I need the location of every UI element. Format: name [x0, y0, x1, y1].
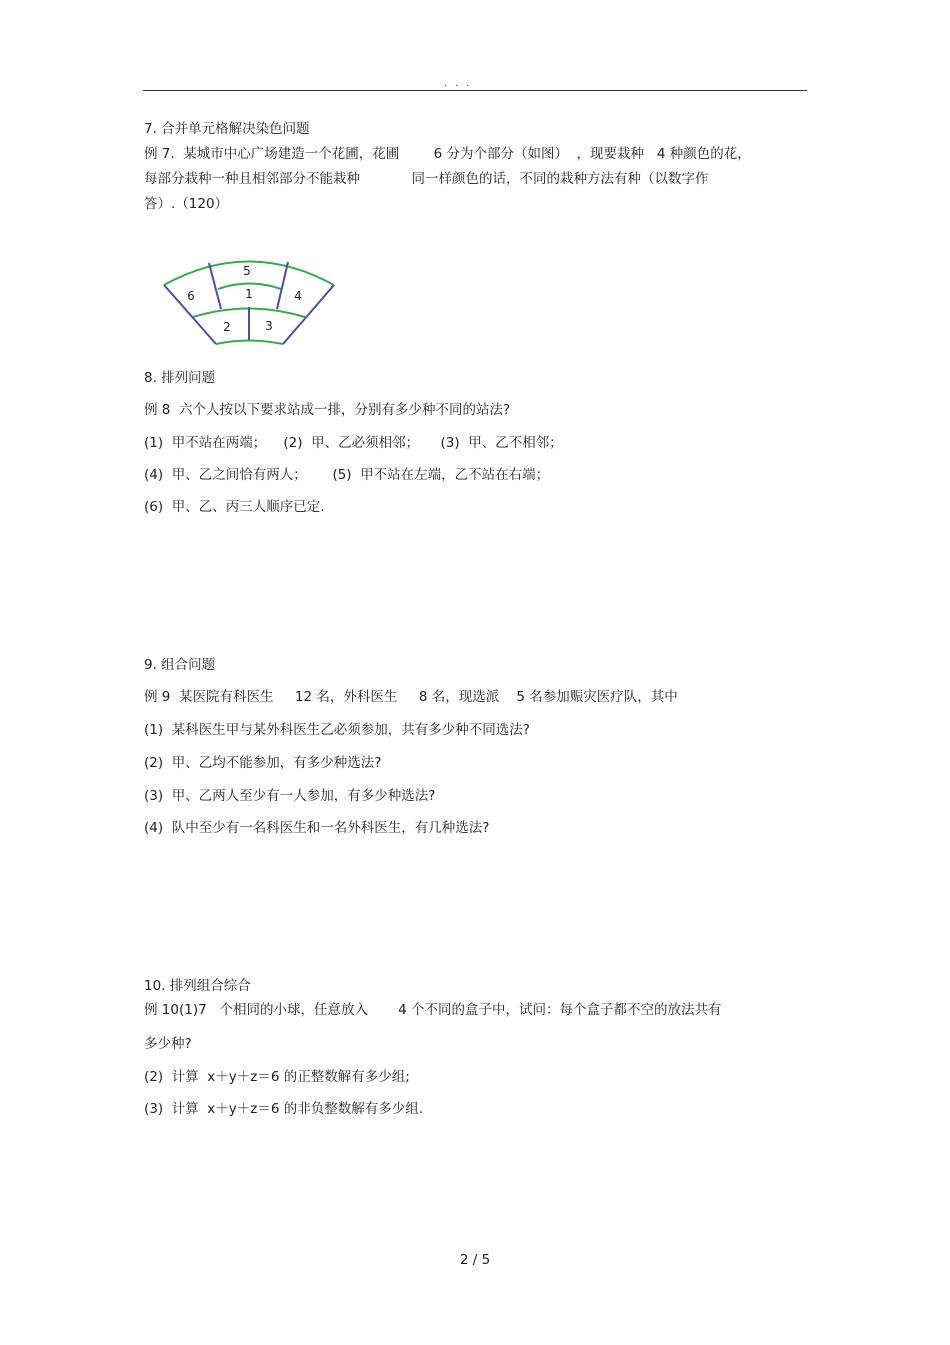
region-label-1: 1 [245, 287, 253, 301]
divider-5-6 [209, 263, 221, 309]
right-edge [283, 285, 334, 344]
section10-line-4: (3) 计算 x＋y＋z＝6 的非负整数解有多少组. [144, 1101, 424, 1117]
section9-line-2: (1) 某科医生甲与某外科医生乙必须参加，共有多少种不同选法? [144, 722, 530, 738]
section7-line-3: 答）.（120） [144, 196, 229, 212]
flower-bed-figure [155, 250, 345, 350]
inner-arc-lower [216, 341, 283, 345]
region-label-2: 2 [223, 320, 231, 334]
section8-line-1: 例 8 六个人按以下要求站成一排，分别有多少种不同的站法? [144, 402, 511, 418]
section8-line-4: (6) 甲、乙、丙三人顺序已定. [144, 499, 325, 515]
section9-line-4: (3) 甲、乙两人至少有一人参加，有多少种选法? [144, 788, 436, 804]
section10-line-2: 多少种? [144, 1036, 192, 1052]
section9-line-3: (2) 甲、乙均不能参加，有多少种选法? [144, 755, 382, 771]
divider-5-4 [277, 262, 288, 309]
header-rule [143, 90, 807, 91]
header-dots: . . . [444, 76, 472, 89]
section8-line-3: (4) 甲、乙之间恰有两人； (5) 甲不站在左端，乙不站在右端； [144, 467, 550, 483]
section10-line-3: (2) 计算 x＋y＋z＝6 的正整数解有多少组; [144, 1069, 410, 1085]
section7-line-2: 每部分栽种一种且相邻部分不能栽种 同一样颜色的话，不同的栽种方法有种（以数字作 [144, 171, 709, 187]
section7-line-1: 例 7. 某城市中心广场建造一个花圃，花圃 6 分为个部分（如图） ，现要栽种 4 种颜色的花， [144, 146, 751, 162]
section10-title: 10. 排列组合综合 [144, 978, 251, 994]
region-label-6: 6 [187, 289, 195, 303]
region-label-4: 4 [294, 289, 302, 303]
region-label-5: 5 [243, 264, 251, 278]
section8-title: 8. 排列问题 [144, 370, 216, 386]
section8-line-2: (1) 甲不站在两端； (2) 甲、乙必须相邻； (3) 甲、乙不相邻； [144, 435, 563, 451]
region-label-3: 3 [265, 319, 273, 333]
section9-title: 9. 组合问题 [144, 657, 216, 673]
page-number: 2 / 5 [459, 1252, 491, 1268]
section7-title: 7. 合并单元格解决染色问题 [144, 121, 310, 137]
section9-line-1: 例 9 某医院有科医生 12 名，外科医生 8 名，现选派 5 名参加赈灾医疗队，其中 [144, 689, 678, 705]
section9-line-5: (4) 队中至少有一名科医生和一名外科医生，有几种选法? [144, 820, 490, 836]
section10-line-1: 例 10(1)7 个相同的小球，任意放入 4 个不同的盒子中，试问：每个盒子都不空的放法共有 [144, 1002, 722, 1018]
